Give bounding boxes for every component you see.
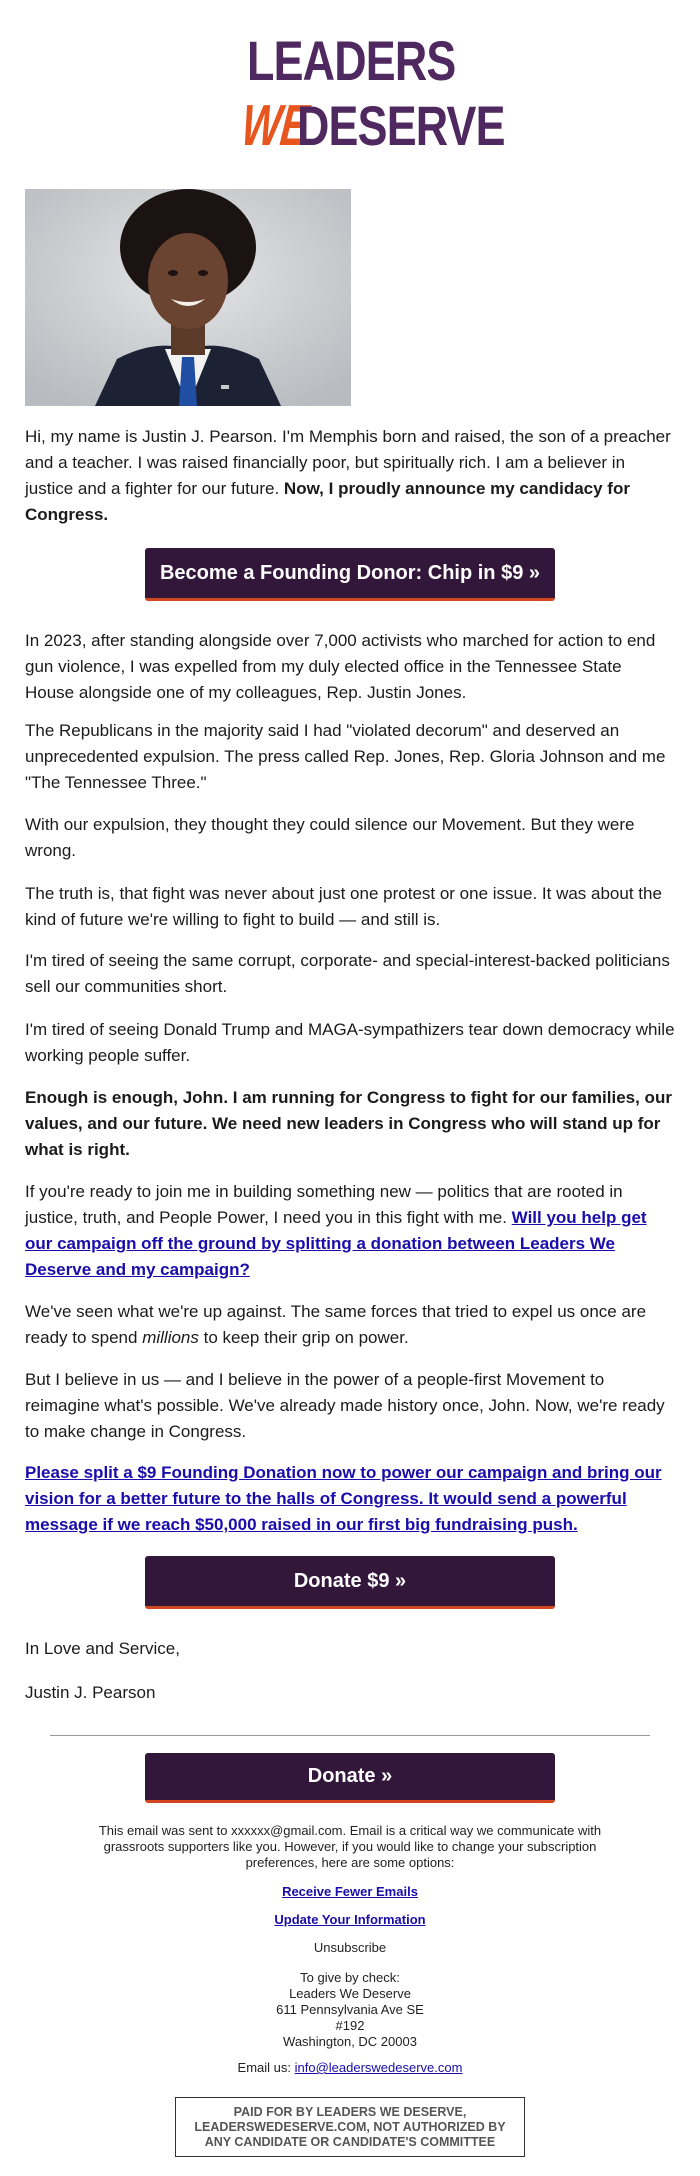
paragraph-tired-politicians: I'm tired of seeing the same corrupt, corporate- and special-interest-backed politicians sell our communities short. bbox=[25, 951, 670, 996]
address-street: 611 Pennsylvania Ave SE bbox=[276, 2002, 424, 2017]
leaders-we-deserve-logo bbox=[238, 29, 505, 160]
paragraph-believe: But I believe in us — and I believe in the power of a people-first Movement to reimagine what's possible. We've already made history once, John. Now, we're ready to make change in Congress. bbox=[25, 1370, 665, 1441]
intro-paragraph bbox=[25, 424, 675, 528]
logo-we-text: WE bbox=[238, 93, 312, 158]
check-heading: To give by check: bbox=[300, 1970, 400, 1985]
paragraph-millions bbox=[25, 1299, 675, 1351]
paragraph-founding-donation bbox=[25, 1460, 675, 1538]
paragraph-enough: Enough is enough, John. I am running for Congress to fight for our families, our values, and our future. We need new leaders in Congress who will stand up for what is right. bbox=[25, 1088, 672, 1159]
millions-text-a: We've seen what we're up against. The same forces that tried to expel us once are ready to spend bbox=[25, 1302, 647, 1347]
footer-divider bbox=[50, 1735, 650, 1736]
paragraph-decorum: The Republicans in the majority said I had "violated decorum" and deserved an unprecedented expulsion. The press called Rep. Jones, Rep. Gloria Johnson and me "The Tennessee Three." bbox=[25, 721, 666, 792]
signoff-closing: In Love and Service, bbox=[25, 1639, 180, 1658]
donate-button[interactable]: Donate » bbox=[145, 1753, 555, 1803]
address-city: Washington, DC 20003 bbox=[283, 2034, 417, 2049]
fewer-emails-row bbox=[80, 1884, 620, 1900]
millions-emphasis: millions bbox=[142, 1328, 199, 1347]
contact-email-link[interactable]: info@leaderswedeserve.com bbox=[294, 2060, 463, 2075]
address-org: Leaders We Deserve bbox=[289, 1986, 411, 2001]
signoff-name: Justin J. Pearson bbox=[25, 1683, 156, 1702]
paragraph-silence: With our expulsion, they thought they could silence our Movement. But they were wrong. bbox=[25, 815, 635, 860]
update-information-link[interactable]: Update Your Information bbox=[274, 1912, 426, 1927]
update-info-row bbox=[80, 1912, 620, 1928]
paragraph-expulsion: In 2023, after standing alongside over 7,000 activists who marched for action to end gun violence, I was expelled from my duly elected office in the Tennessee State House alongside one of my colleagues, Rep. Justin Jones. bbox=[25, 631, 656, 702]
candidate-photo bbox=[25, 189, 351, 406]
founding-donation-link[interactable]: Please split a $9 Founding Donation now to power our campaign and bring our vision for a better future to the halls of Congress. It would send a powerful message if we reach $50,000 raised in our first big fundraising push. bbox=[25, 1463, 662, 1534]
join-text: If you're ready to join me in building something new — politics that are rooted in justice, truth, and People Power, I need you in this fight with me. bbox=[25, 1182, 623, 1227]
unsubscribe-link[interactable]: Unsubscribe bbox=[313, 1940, 387, 1955]
paragraph-join bbox=[25, 1179, 675, 1283]
paragraph-tired-maga: I'm tired of seeing Donald Trump and MAGA-sympathizers tear down democracy while working people suffer. bbox=[25, 1020, 675, 1065]
logo-leaders-text: LEADERS bbox=[247, 29, 456, 92]
candidacy-announcement: Now, I proudly announce my candidacy for Congress. bbox=[25, 479, 630, 524]
logo-deserve-text: DESERVE bbox=[297, 94, 505, 157]
millions-text-b: to keep their grip on power. bbox=[198, 1328, 409, 1347]
split-donation-link[interactable]: Will you help get our campaign off the ground by splitting a donation between Leaders We Deserve and my campaign? bbox=[25, 1208, 647, 1279]
paragraph-truth: The truth is, that fight was never about just one protest or one issue. It was about the kind of future we're willing to fight to build — and still is. bbox=[25, 884, 662, 929]
paid-for-disclaimer: PAID FOR BY LEADERS WE DESERVE, LEADERSWEDESERVE.COM, NOT AUTHORIZED BY ANY CANDIDATE OR CANDIDATE'S COMMITTEE bbox=[175, 2097, 525, 2157]
contact-email-row bbox=[80, 2060, 620, 2076]
intro-text: Hi, my name is Justin J. Pearson. I'm Memphis born and raised, the son of a preacher and a teacher. I was raised financially poor, but spiritually rich. I am a believer in justice and a fighter for our future. bbox=[25, 427, 671, 498]
portrait-illustration bbox=[25, 189, 351, 406]
receive-fewer-emails-link[interactable]: Receive Fewer Emails bbox=[282, 1884, 418, 1899]
donate-9-button[interactable]: Donate $9 » bbox=[145, 1556, 555, 1609]
subscription-notice: This email was sent to xxxxxx@gmail.com. Email is a critical way we communicate with grassroots supporters like you. However, if you would like to change your subscription preferences, here are some options: bbox=[98, 1823, 602, 1870]
founding-donor-button[interactable]: Become a Founding Donor: Chip in $9 » bbox=[145, 548, 555, 601]
mailing-address bbox=[80, 1970, 620, 2050]
address-suite: #192 bbox=[335, 2018, 365, 2033]
email-label: Email us: bbox=[237, 2060, 295, 2075]
